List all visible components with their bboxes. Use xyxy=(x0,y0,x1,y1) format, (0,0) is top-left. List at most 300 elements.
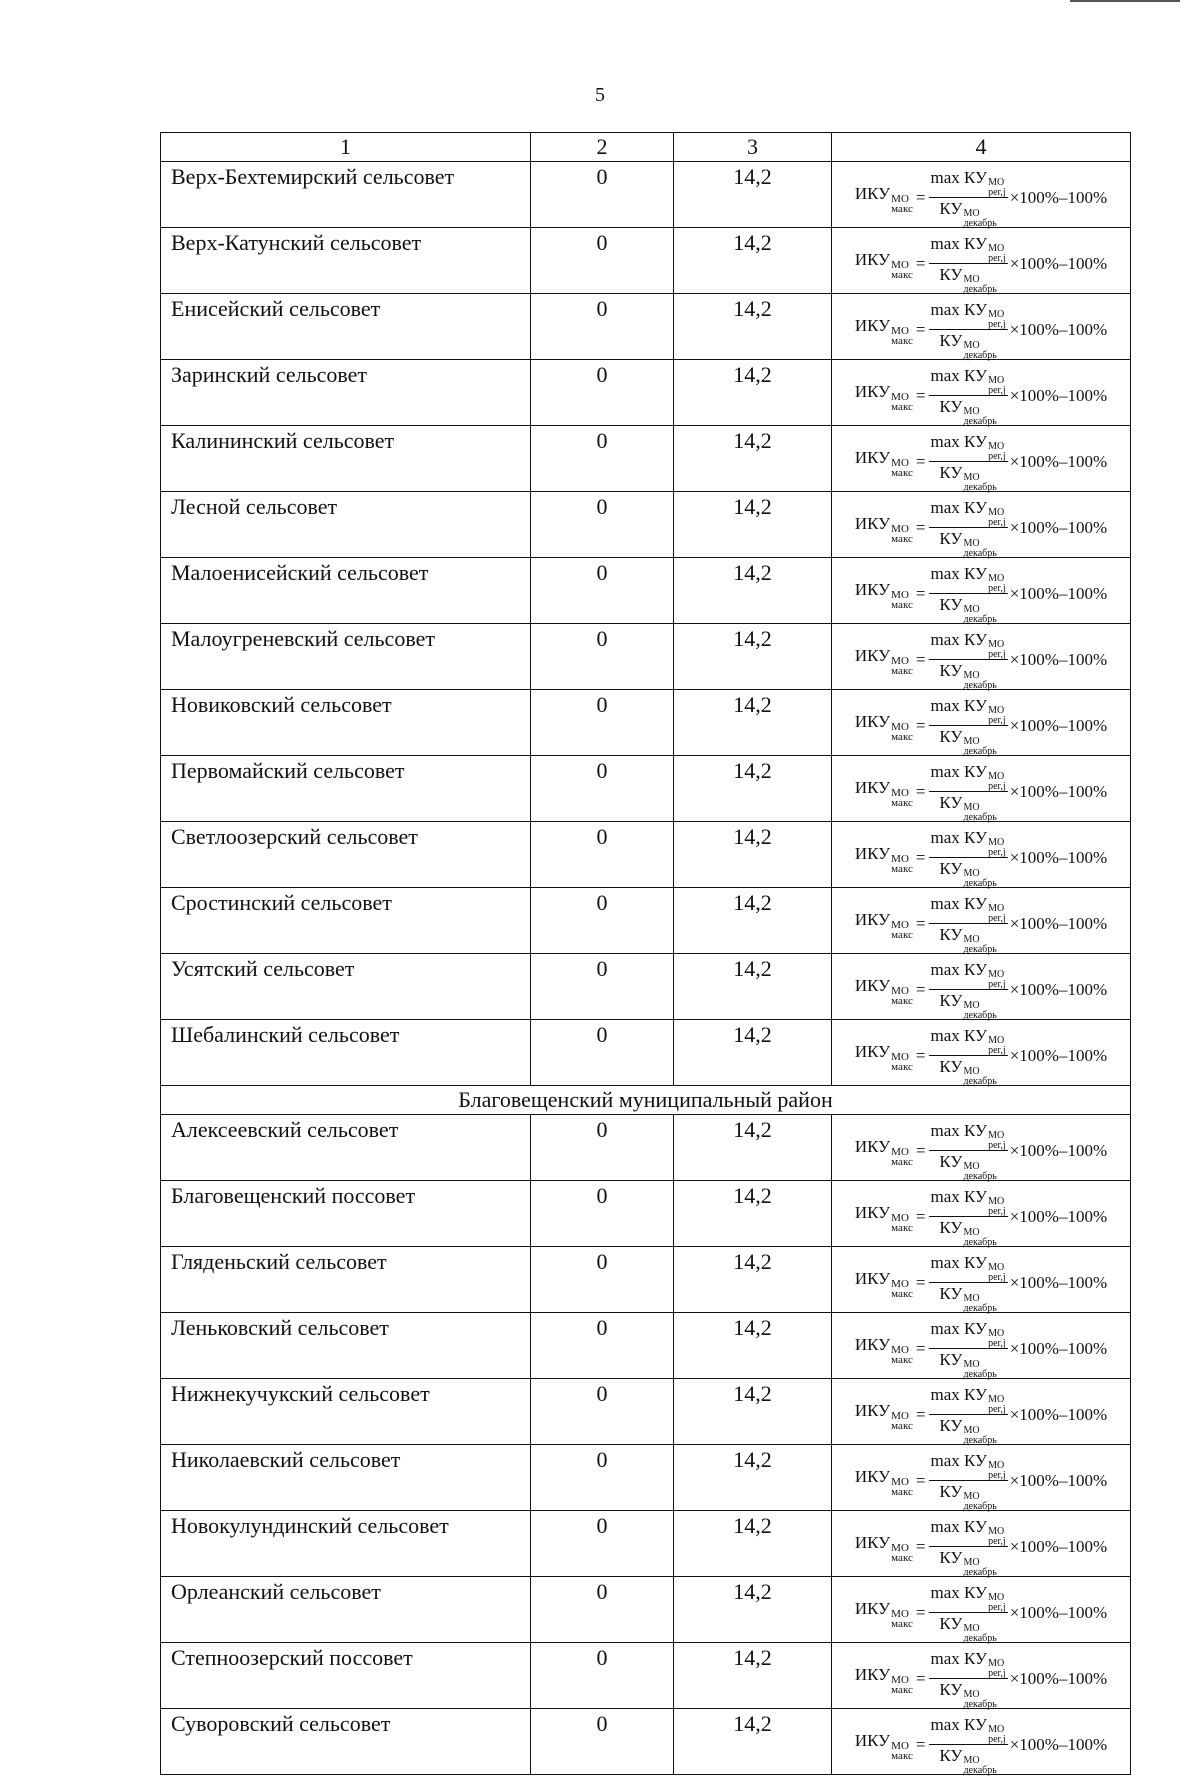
formula-cell xyxy=(832,558,1131,624)
formula-num-sub: per,j xyxy=(988,451,1006,462)
formula-lhs-sub: макс xyxy=(891,1222,913,1234)
formula-lhs: ИКУ xyxy=(854,1401,891,1420)
formula-den-sup: МО xyxy=(963,1359,980,1370)
column-2-value: 0 xyxy=(531,822,674,888)
formula-cell xyxy=(832,690,1131,756)
formula-lhs-sub: макс xyxy=(891,599,913,611)
formula-num-sub: per,j xyxy=(988,649,1006,660)
formula-numerator: max КУ xyxy=(930,1253,988,1272)
formula xyxy=(832,492,1130,557)
formula-lhs-sup: МО xyxy=(891,193,909,205)
formula-fraction xyxy=(929,1187,1008,1246)
formula-lhs: ИКУ xyxy=(854,1203,891,1222)
formula-lhs: ИКУ xyxy=(854,1137,891,1156)
formula-lhs: ИКУ xyxy=(854,1335,891,1354)
formula-num-sub: per,j xyxy=(988,1140,1006,1151)
formula-num-sup: МО xyxy=(988,243,1005,254)
formula-fraction xyxy=(929,1026,1008,1085)
formula-lhs-sub: макс xyxy=(891,665,913,677)
formula-den-sub: декабрь xyxy=(963,548,997,559)
formula-num-sup: МО xyxy=(988,507,1005,518)
formula-lhs-sup: МО xyxy=(891,1608,909,1620)
table-row xyxy=(161,1379,1131,1445)
formula-num-sub: per,j xyxy=(988,517,1006,528)
top-edge-line xyxy=(1070,0,1180,2)
formula-lhs: ИКУ xyxy=(854,1731,891,1750)
formula-lhs: ИКУ xyxy=(854,910,891,929)
formula-lhs: ИКУ xyxy=(854,778,891,797)
formula-tail: ×100%–100% xyxy=(1009,583,1108,603)
column-2-value: 0 xyxy=(531,360,674,426)
formula-num-sup: МО xyxy=(988,771,1005,782)
municipality-name: Шебалинский сельсовет xyxy=(161,1020,531,1086)
column-2-value: 0 xyxy=(531,1511,674,1577)
formula-lhs-sub: макс xyxy=(891,863,913,875)
formula-numerator: max КУ xyxy=(930,762,988,781)
formula-numerator: max КУ xyxy=(930,894,988,913)
column-2-value: 0 xyxy=(531,1313,674,1379)
formula-den-sub: декабрь xyxy=(963,812,997,823)
formula-tail: ×100%–100% xyxy=(1009,1140,1108,1160)
formula-num-sub: per,j xyxy=(988,781,1006,792)
formula-numerator: max КУ xyxy=(930,300,988,319)
formula-den-sub: декабрь xyxy=(963,1369,997,1380)
formula-cell xyxy=(832,162,1131,228)
formula-cell xyxy=(832,294,1131,360)
formula-cell xyxy=(832,756,1131,822)
column-2-value: 0 xyxy=(531,558,674,624)
column-2-value: 0 xyxy=(531,954,674,1020)
formula-den-sup: МО xyxy=(963,868,980,879)
formula-lhs-sup: МО xyxy=(891,391,909,403)
formula-lhs-sub: макс xyxy=(891,401,913,413)
column-3-value: 14,2 xyxy=(674,228,832,294)
formula-equals: = xyxy=(915,1404,926,1424)
formula-lhs-sub: макс xyxy=(891,533,913,545)
formula-denominator: КУ xyxy=(939,991,963,1010)
formula-tail: ×100%–100% xyxy=(1009,1668,1108,1688)
municipality-name: Гляденьский сельсовет xyxy=(161,1247,531,1313)
formula-num-sup: МО xyxy=(988,441,1005,452)
formula-cell xyxy=(832,1643,1131,1709)
formula xyxy=(832,426,1130,491)
formula xyxy=(832,690,1130,755)
formula-numerator: max КУ xyxy=(930,828,988,847)
formula-tail: ×100%–100% xyxy=(1009,1045,1108,1065)
formula-den-sub: декабрь xyxy=(963,680,997,691)
formula-den-sup: МО xyxy=(963,340,980,351)
municipality-name: Верх-Катунский сельсовет xyxy=(161,228,531,294)
column-2-value: 0 xyxy=(531,162,674,228)
table-row xyxy=(161,1445,1131,1511)
formula-lhs-sup: МО xyxy=(891,985,909,997)
table-row xyxy=(161,492,1131,558)
formula-lhs-sub: макс xyxy=(891,1486,913,1498)
formula-num-sup: МО xyxy=(988,573,1005,584)
formula-lhs-sup: МО xyxy=(891,1051,909,1063)
formula-equals: = xyxy=(915,187,926,207)
formula-denominator: КУ xyxy=(939,727,963,746)
formula-tail: ×100%–100% xyxy=(1009,1206,1108,1226)
formula-cell xyxy=(832,1379,1131,1445)
table-row xyxy=(161,228,1131,294)
formula-denominator: КУ xyxy=(939,1218,963,1237)
column-3-value: 14,2 xyxy=(674,1247,832,1313)
formula xyxy=(832,1445,1130,1510)
formula-num-sup: МО xyxy=(988,705,1005,716)
header-cell-3: 3 xyxy=(674,133,832,162)
formula xyxy=(832,228,1130,293)
formula-lhs-sub: макс xyxy=(891,1420,913,1432)
formula-denominator: КУ xyxy=(939,1284,963,1303)
formula-den-sub: декабрь xyxy=(963,1699,997,1710)
formula-equals: = xyxy=(915,1338,926,1358)
formula-denominator: КУ xyxy=(939,1416,963,1435)
table-row xyxy=(161,1709,1131,1775)
formula-fraction xyxy=(929,894,1008,953)
table-row xyxy=(161,1115,1131,1181)
formula-num-sub: per,j xyxy=(988,1404,1006,1415)
formula xyxy=(832,360,1130,425)
formula-cell xyxy=(832,1709,1131,1775)
formula-lhs: ИКУ xyxy=(854,646,891,665)
formula-denominator: КУ xyxy=(939,859,963,878)
formula-fraction xyxy=(929,168,1008,227)
formula-num-sup: МО xyxy=(988,1592,1005,1603)
formula-num-sup: МО xyxy=(988,1526,1005,1537)
formula-den-sup: МО xyxy=(963,1623,980,1634)
formula-equals: = xyxy=(915,1734,926,1754)
municipality-name: Лесной сельсовет xyxy=(161,492,531,558)
formula-tail: ×100%–100% xyxy=(1009,847,1108,867)
column-3-value: 14,2 xyxy=(674,1643,832,1709)
formula-num-sup: МО xyxy=(988,837,1005,848)
formula-den-sup: МО xyxy=(963,1293,980,1304)
formula-equals: = xyxy=(915,451,926,471)
formula-denominator: КУ xyxy=(939,1680,963,1699)
municipality-name: Светлоозерский сельсовет xyxy=(161,822,531,888)
formula-lhs-sub: макс xyxy=(891,995,913,1007)
formula-cell xyxy=(832,888,1131,954)
column-2-value: 0 xyxy=(531,228,674,294)
formula-num-sub: per,j xyxy=(988,1045,1006,1056)
formula-num-sup: МО xyxy=(988,1328,1005,1339)
formula-num-sub: per,j xyxy=(988,979,1006,990)
formula-cell xyxy=(832,624,1131,690)
header-cell-2: 2 xyxy=(531,133,674,162)
formula-lhs-sup: МО xyxy=(891,259,909,271)
formula-den-sup: МО xyxy=(963,1227,980,1238)
formula-den-sub: декабрь xyxy=(963,1633,997,1644)
formula-fraction xyxy=(929,762,1008,821)
column-3-value: 14,2 xyxy=(674,426,832,492)
formula-lhs: ИКУ xyxy=(854,316,891,335)
formula-equals: = xyxy=(915,1045,926,1065)
formula-num-sub: per,j xyxy=(988,385,1006,396)
formula-lhs-sub: макс xyxy=(891,467,913,479)
formula-fraction xyxy=(929,1649,1008,1708)
column-2-value: 0 xyxy=(531,492,674,558)
formula-den-sub: декабрь xyxy=(963,482,997,493)
formula-equals: = xyxy=(915,1668,926,1688)
formula-lhs-sub: макс xyxy=(891,1156,913,1168)
municipality-name: Первомайский сельсовет xyxy=(161,756,531,822)
column-2-value: 0 xyxy=(531,1445,674,1511)
formula-lhs: ИКУ xyxy=(854,580,891,599)
formula xyxy=(832,756,1130,821)
formula-denominator: КУ xyxy=(939,529,963,548)
column-3-value: 14,2 xyxy=(674,360,832,426)
formula-fraction xyxy=(929,564,1008,623)
formula-fraction xyxy=(929,1121,1008,1180)
formula-tail: ×100%–100% xyxy=(1009,253,1108,273)
formula-lhs-sub: макс xyxy=(891,1061,913,1073)
formula-lhs-sub: макс xyxy=(891,269,913,281)
formula-lhs-sup: МО xyxy=(891,1344,909,1356)
formula xyxy=(832,1379,1130,1444)
formula-numerator: max КУ xyxy=(930,1319,988,1338)
formula-lhs-sup: МО xyxy=(891,1740,909,1752)
formula-num-sup: МО xyxy=(988,969,1005,980)
formula-tail: ×100%–100% xyxy=(1009,451,1108,471)
formula-num-sup: МО xyxy=(988,1196,1005,1207)
column-3-value: 14,2 xyxy=(674,1445,832,1511)
formula-numerator: max КУ xyxy=(930,366,988,385)
column-3-value: 14,2 xyxy=(674,492,832,558)
column-3-value: 14,2 xyxy=(674,690,832,756)
formula-lhs-sup: МО xyxy=(891,1674,909,1686)
formula-numerator: max КУ xyxy=(930,168,988,187)
column-2-value: 0 xyxy=(531,1379,674,1445)
formula-lhs-sup: МО xyxy=(891,787,909,799)
formula-den-sub: декабрь xyxy=(963,218,997,229)
data-table xyxy=(160,132,1131,1775)
municipality-name: Калининский сельсовет xyxy=(161,426,531,492)
formula-cell xyxy=(832,954,1131,1020)
formula-cell xyxy=(832,1445,1131,1511)
formula-equals: = xyxy=(915,913,926,933)
formula-numerator: max КУ xyxy=(930,564,988,583)
formula-cell xyxy=(832,492,1131,558)
page-number: 5 xyxy=(595,84,605,106)
formula-lhs: ИКУ xyxy=(854,514,891,533)
column-3-value: 14,2 xyxy=(674,1709,832,1775)
formula-num-sub: per,j xyxy=(988,913,1006,924)
formula-equals: = xyxy=(915,1470,926,1490)
formula xyxy=(832,1643,1130,1708)
column-3-value: 14,2 xyxy=(674,1577,832,1643)
column-2-value: 0 xyxy=(531,624,674,690)
table-row xyxy=(161,360,1131,426)
column-2-value: 0 xyxy=(531,1643,674,1709)
formula-cell xyxy=(832,1247,1131,1313)
column-3-value: 14,2 xyxy=(674,1115,832,1181)
formula-lhs-sub: макс xyxy=(891,203,913,215)
formula-lhs-sup: МО xyxy=(891,919,909,931)
formula-denominator: КУ xyxy=(939,331,963,350)
formula xyxy=(832,1313,1130,1378)
formula-den-sup: МО xyxy=(963,274,980,285)
formula-tail: ×100%–100% xyxy=(1009,1338,1108,1358)
formula xyxy=(832,294,1130,359)
column-2-value: 0 xyxy=(531,756,674,822)
formula-equals: = xyxy=(915,1272,926,1292)
formula-den-sub: декабрь xyxy=(963,1765,997,1776)
column-2-value: 0 xyxy=(531,1247,674,1313)
formula-lhs: ИКУ xyxy=(854,1599,891,1618)
formula xyxy=(832,954,1130,1019)
formula-equals: = xyxy=(915,847,926,867)
formula-num-sub: per,j xyxy=(988,1470,1006,1481)
formula-num-sup: МО xyxy=(988,1724,1005,1735)
formula-fraction xyxy=(929,696,1008,755)
formula-tail: ×100%–100% xyxy=(1009,1602,1108,1622)
formula-lhs-sub: макс xyxy=(891,1354,913,1366)
formula-tail: ×100%–100% xyxy=(1009,517,1108,537)
column-3-value: 14,2 xyxy=(674,1020,832,1086)
formula-tail: ×100%–100% xyxy=(1009,1536,1108,1556)
table-row xyxy=(161,756,1131,822)
formula-den-sub: декабрь xyxy=(963,1303,997,1314)
column-2-value: 0 xyxy=(531,1709,674,1775)
formula-fraction xyxy=(929,498,1008,557)
formula-denominator: КУ xyxy=(939,199,963,218)
formula-den-sup: МО xyxy=(963,1491,980,1502)
formula-den-sup: МО xyxy=(963,1161,980,1172)
section-title: Благовещенский муниципальный район xyxy=(161,1086,1131,1115)
formula-tail: ×100%–100% xyxy=(1009,319,1108,339)
table-row xyxy=(161,558,1131,624)
formula-lhs: ИКУ xyxy=(854,1269,891,1288)
formula-lhs-sup: МО xyxy=(891,325,909,337)
formula xyxy=(832,558,1130,623)
formula-den-sup: МО xyxy=(963,208,980,219)
formula-den-sub: декабрь xyxy=(963,878,997,889)
formula-num-sub: per,j xyxy=(988,583,1006,594)
formula-denominator: КУ xyxy=(939,1548,963,1567)
formula-lhs-sup: МО xyxy=(891,853,909,865)
formula-fraction xyxy=(929,1517,1008,1576)
table-row xyxy=(161,1511,1131,1577)
formula-cell xyxy=(832,228,1131,294)
column-3-value: 14,2 xyxy=(674,1511,832,1577)
municipality-name: Енисейский сельсовет xyxy=(161,294,531,360)
formula-cell xyxy=(832,360,1131,426)
formula-tail: ×100%–100% xyxy=(1009,649,1108,669)
header-cell-1: 1 xyxy=(161,133,531,162)
municipality-name: Благовещенский поссовет xyxy=(161,1181,531,1247)
municipality-name: Малоугреневский сельсовет xyxy=(161,624,531,690)
formula-lhs: ИКУ xyxy=(854,382,891,401)
formula-lhs-sub: макс xyxy=(891,1750,913,1762)
formula-num-sub: per,j xyxy=(988,1734,1006,1745)
formula-tail: ×100%–100% xyxy=(1009,1404,1108,1424)
formula-numerator: max КУ xyxy=(930,630,988,649)
formula-lhs: ИКУ xyxy=(854,1042,891,1061)
formula-equals: = xyxy=(915,1140,926,1160)
formula-num-sup: МО xyxy=(988,177,1005,188)
formula-lhs-sub: макс xyxy=(891,731,913,743)
formula-den-sub: декабрь xyxy=(963,944,997,955)
formula-equals: = xyxy=(915,1206,926,1226)
formula-den-sub: декабрь xyxy=(963,614,997,625)
formula-lhs: ИКУ xyxy=(854,1533,891,1552)
table-row xyxy=(161,1643,1131,1709)
formula-fraction xyxy=(929,234,1008,293)
formula-fraction xyxy=(929,1583,1008,1642)
formula-fraction xyxy=(929,828,1008,887)
formula-den-sub: декабрь xyxy=(963,1076,997,1087)
formula-lhs-sup: МО xyxy=(891,523,909,535)
table-row xyxy=(161,624,1131,690)
formula-den-sub: декабрь xyxy=(963,416,997,427)
formula-lhs-sub: макс xyxy=(891,1618,913,1630)
formula-num-sup: МО xyxy=(988,1130,1005,1141)
formula-cell xyxy=(832,1577,1131,1643)
formula-fraction xyxy=(929,1253,1008,1312)
formula-den-sup: МО xyxy=(963,1425,980,1436)
formula xyxy=(832,1577,1130,1642)
formula-numerator: max КУ xyxy=(930,1583,988,1602)
formula-equals: = xyxy=(915,385,926,405)
column-3-value: 14,2 xyxy=(674,822,832,888)
formula-fraction xyxy=(929,300,1008,359)
formula-lhs: ИКУ xyxy=(854,250,891,269)
municipality-name: Алексеевский сельсовет xyxy=(161,1115,531,1181)
formula-numerator: max КУ xyxy=(930,1187,988,1206)
column-3-value: 14,2 xyxy=(674,624,832,690)
table-row xyxy=(161,888,1131,954)
column-2-value: 0 xyxy=(531,888,674,954)
table-row xyxy=(161,1247,1131,1313)
formula-lhs: ИКУ xyxy=(854,448,891,467)
formula-cell xyxy=(832,426,1131,492)
formula-num-sub: per,j xyxy=(988,1602,1006,1613)
formula-den-sub: декабрь xyxy=(963,284,997,295)
formula-lhs-sup: МО xyxy=(891,1212,909,1224)
municipality-name: Леньковский сельсовет xyxy=(161,1313,531,1379)
formula-denominator: КУ xyxy=(939,925,963,944)
formula-fraction xyxy=(929,960,1008,1019)
formula-den-sup: МО xyxy=(963,538,980,549)
column-3-value: 14,2 xyxy=(674,558,832,624)
formula-lhs-sup: МО xyxy=(891,589,909,601)
formula-tail: ×100%–100% xyxy=(1009,979,1108,999)
formula-lhs: ИКУ xyxy=(854,1467,891,1486)
formula-equals: = xyxy=(915,979,926,999)
formula-lhs-sup: МО xyxy=(891,1542,909,1554)
municipality-name: Степноозерский поссовет xyxy=(161,1643,531,1709)
municipality-name: Новиковский сельсовет xyxy=(161,690,531,756)
column-2-value: 0 xyxy=(531,1577,674,1643)
formula-den-sup: МО xyxy=(963,934,980,945)
formula-denominator: КУ xyxy=(939,661,963,680)
municipality-name: Орлеанский сельсовет xyxy=(161,1577,531,1643)
formula-num-sub: per,j xyxy=(988,1272,1006,1283)
formula-den-sub: декабрь xyxy=(963,350,997,361)
table-body xyxy=(161,133,1131,1775)
table-row xyxy=(161,822,1131,888)
table-row xyxy=(161,1577,1131,1643)
formula-numerator: max КУ xyxy=(930,234,988,253)
formula-tail: ×100%–100% xyxy=(1009,913,1108,933)
formula-denominator: КУ xyxy=(939,1350,963,1369)
formula-den-sup: МО xyxy=(963,1000,980,1011)
formula-den-sup: МО xyxy=(963,1755,980,1766)
formula-denominator: КУ xyxy=(939,265,963,284)
header-row xyxy=(161,133,1131,162)
formula-lhs-sub: макс xyxy=(891,1288,913,1300)
